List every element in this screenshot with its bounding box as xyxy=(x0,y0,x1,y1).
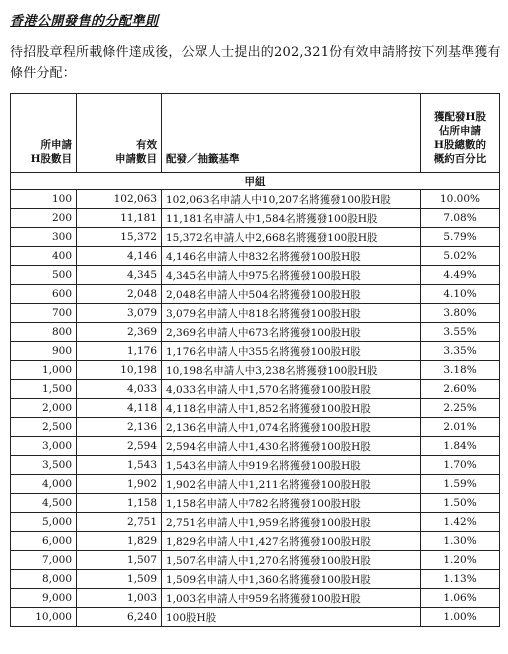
cell-valid-applications: 4,033 xyxy=(77,380,162,399)
cell-valid-applications: 1,543 xyxy=(77,456,162,475)
cell-percentage: 2.25% xyxy=(421,399,500,418)
cell-percentage: 1.30% xyxy=(421,532,500,551)
cell-percentage: 1.20% xyxy=(421,551,500,570)
cell-shares-applied: 8,000 xyxy=(11,570,77,589)
cell-shares-applied: 200 xyxy=(11,209,77,228)
table-row xyxy=(11,209,500,228)
header-pct-line4: 概約百分比 xyxy=(433,153,487,165)
cell-percentage: 2.01% xyxy=(421,418,500,437)
table-row xyxy=(11,304,500,323)
cell-percentage: 4.10% xyxy=(421,285,500,304)
cell-valid-applications: 1,509 xyxy=(77,570,162,589)
cell-shares-applied: 400 xyxy=(11,247,77,266)
cell-shares-applied: 5,000 xyxy=(11,513,77,532)
cell-basis: 102,063名申請人中10,207名將獲發100股H股 xyxy=(162,190,421,209)
cell-percentage: 3.35% xyxy=(421,342,500,361)
allocation-table xyxy=(10,93,500,627)
header-shares-applied xyxy=(11,94,77,173)
table-row xyxy=(11,456,500,475)
cell-basis: 2,048名申請人中504名將獲發100股H股 xyxy=(162,285,421,304)
header-shares-line1: 所申請 xyxy=(40,139,72,151)
table-row xyxy=(11,494,500,513)
cell-percentage: 1.42% xyxy=(421,513,500,532)
table-header-row xyxy=(11,94,500,173)
cell-shares-applied: 700 xyxy=(11,304,77,323)
cell-valid-applications: 2,369 xyxy=(77,323,162,342)
cell-shares-applied: 800 xyxy=(11,323,77,342)
cell-basis: 1,507名申請人中1,270名將獲發100股H股 xyxy=(162,551,421,570)
cell-percentage: 3.80% xyxy=(421,304,500,323)
header-pct-line1: 獲配發H股 xyxy=(434,111,486,123)
cell-percentage: 4.49% xyxy=(421,266,500,285)
cell-shares-applied: 100 xyxy=(11,190,77,209)
header-shares-line2: H股數目 xyxy=(30,153,72,165)
cell-shares-applied: 1,000 xyxy=(11,361,77,380)
cell-basis: 2,594名申請人中1,430名將獲發100股H股 xyxy=(162,437,421,456)
table-row xyxy=(11,247,500,266)
cell-basis: 10,198名申請人中3,238名將獲發100股H股 xyxy=(162,361,421,380)
cell-basis: 1,829名申請人中1,427名將獲發100股H股 xyxy=(162,532,421,551)
cell-percentage: 1.50% xyxy=(421,494,500,513)
cell-valid-applications: 2,751 xyxy=(77,513,162,532)
cell-valid-applications: 1,003 xyxy=(77,589,162,608)
cell-percentage: 5.79% xyxy=(421,228,500,247)
header-basis-label: 配發／抽籤基準 xyxy=(166,153,240,165)
table-row xyxy=(11,475,500,494)
cell-percentage: 1.06% xyxy=(421,589,500,608)
cell-valid-applications: 1,902 xyxy=(77,475,162,494)
cell-shares-applied: 3,000 xyxy=(11,437,77,456)
cell-shares-applied: 1,500 xyxy=(11,380,77,399)
table-row xyxy=(11,399,500,418)
group-label: 甲組 xyxy=(11,173,500,190)
cell-percentage: 7.08% xyxy=(421,209,500,228)
cell-valid-applications: 10,198 xyxy=(77,361,162,380)
table-row xyxy=(11,589,500,608)
intro-paragraph: 待招股章程所載條件達成後，公眾人士提出的202,321份有效申請將按下列基準獲有條件分配： xyxy=(10,45,501,81)
cell-shares-applied: 10,000 xyxy=(11,608,77,627)
cell-percentage: 1.84% xyxy=(421,437,500,456)
cell-shares-applied: 300 xyxy=(11,228,77,247)
cell-valid-applications: 6,240 xyxy=(77,608,162,627)
cell-percentage: 3.55% xyxy=(421,323,500,342)
cell-valid-applications: 11,181 xyxy=(77,209,162,228)
table-row xyxy=(11,285,500,304)
cell-shares-applied: 4,500 xyxy=(11,494,77,513)
table-row xyxy=(11,190,500,209)
cell-shares-applied: 2,000 xyxy=(11,399,77,418)
cell-valid-applications: 4,146 xyxy=(77,247,162,266)
cell-basis: 1,158名申請人中782名將獲發100股H股 xyxy=(162,494,421,513)
cell-basis: 15,372名申請人中2,668名將獲發100股H股 xyxy=(162,228,421,247)
cell-shares-applied: 7,000 xyxy=(11,551,77,570)
cell-valid-applications: 1,507 xyxy=(77,551,162,570)
cell-valid-applications: 102,063 xyxy=(77,190,162,209)
cell-valid-applications: 1,158 xyxy=(77,494,162,513)
cell-valid-applications: 2,136 xyxy=(77,418,162,437)
table-row xyxy=(11,551,500,570)
cell-valid-applications: 3,079 xyxy=(77,304,162,323)
cell-basis: 1,902名申請人中1,211名將獲發100股H股 xyxy=(162,475,421,494)
cell-shares-applied: 500 xyxy=(11,266,77,285)
header-basis xyxy=(162,94,421,173)
group-row xyxy=(11,173,500,190)
table-row xyxy=(11,228,500,247)
table-row xyxy=(11,437,500,456)
cell-basis: 1,176名申請人中355名將獲發100股H股 xyxy=(162,342,421,361)
cell-valid-applications: 2,048 xyxy=(77,285,162,304)
cell-valid-applications: 15,372 xyxy=(77,228,162,247)
cell-basis: 2,751名申請人中1,959名將獲發100股H股 xyxy=(162,513,421,532)
table-row xyxy=(11,342,500,361)
cell-basis: 11,181名申請人中1,584名將獲發100股H股 xyxy=(162,209,421,228)
cell-basis: 4,118名申請人中1,852名將獲發100股H股 xyxy=(162,399,421,418)
cell-basis: 4,033名申請人中1,570名將獲發100股H股 xyxy=(162,380,421,399)
header-apps-line1: 有效 xyxy=(136,139,157,151)
table-row xyxy=(11,608,500,627)
table-row xyxy=(11,570,500,589)
cell-basis: 2,369名申請人中673名將獲發100股H股 xyxy=(162,323,421,342)
cell-shares-applied: 6,000 xyxy=(11,532,77,551)
table-row xyxy=(11,361,500,380)
table-row xyxy=(11,266,500,285)
cell-valid-applications: 2,594 xyxy=(77,437,162,456)
cell-percentage: 1.59% xyxy=(421,475,500,494)
cell-shares-applied: 9,000 xyxy=(11,589,77,608)
cell-valid-applications: 1,176 xyxy=(77,342,162,361)
cell-percentage: 5.02% xyxy=(421,247,500,266)
section-title: 香港公開發售的分配準則 xyxy=(10,14,159,29)
cell-valid-applications: 1,829 xyxy=(77,532,162,551)
cell-basis: 2,136名申請人中1,074名將獲發100股H股 xyxy=(162,418,421,437)
header-apps-line2: 申請數目 xyxy=(115,153,157,165)
header-pct-line3: H股總數的 xyxy=(434,139,486,151)
header-percentage xyxy=(421,94,500,173)
header-pct-line2: 佔所申請 xyxy=(439,125,481,137)
cell-shares-applied: 4,000 xyxy=(11,475,77,494)
cell-basis: 1,003名申請人中959名將獲發100股H股 xyxy=(162,589,421,608)
table-row xyxy=(11,380,500,399)
cell-shares-applied: 2,500 xyxy=(11,418,77,437)
cell-basis: 4,146名申請人中832名將獲發100股H股 xyxy=(162,247,421,266)
header-valid-applications xyxy=(77,94,162,173)
cell-percentage: 10.00% xyxy=(421,190,500,209)
cell-percentage: 3.18% xyxy=(421,361,500,380)
cell-shares-applied: 900 xyxy=(11,342,77,361)
cell-percentage: 1.70% xyxy=(421,456,500,475)
cell-percentage: 1.00% xyxy=(421,608,500,627)
cell-basis: 100股H股 xyxy=(162,608,421,627)
cell-percentage: 2.60% xyxy=(421,380,500,399)
cell-valid-applications: 4,345 xyxy=(77,266,162,285)
cell-shares-applied: 600 xyxy=(11,285,77,304)
cell-basis: 4,345名申請人中975名將獲發100股H股 xyxy=(162,266,421,285)
cell-basis: 1,509名申請人中1,360名將獲發100股H股 xyxy=(162,570,421,589)
table-row xyxy=(11,323,500,342)
cell-valid-applications: 4,118 xyxy=(77,399,162,418)
table-row xyxy=(11,513,500,532)
cell-basis: 1,543名申請人中919名將獲發100股H股 xyxy=(162,456,421,475)
table-row xyxy=(11,418,500,437)
table-row xyxy=(11,532,500,551)
cell-percentage: 1.13% xyxy=(421,570,500,589)
cell-basis: 3,079名申請人中818名將獲發100股H股 xyxy=(162,304,421,323)
cell-shares-applied: 3,500 xyxy=(11,456,77,475)
